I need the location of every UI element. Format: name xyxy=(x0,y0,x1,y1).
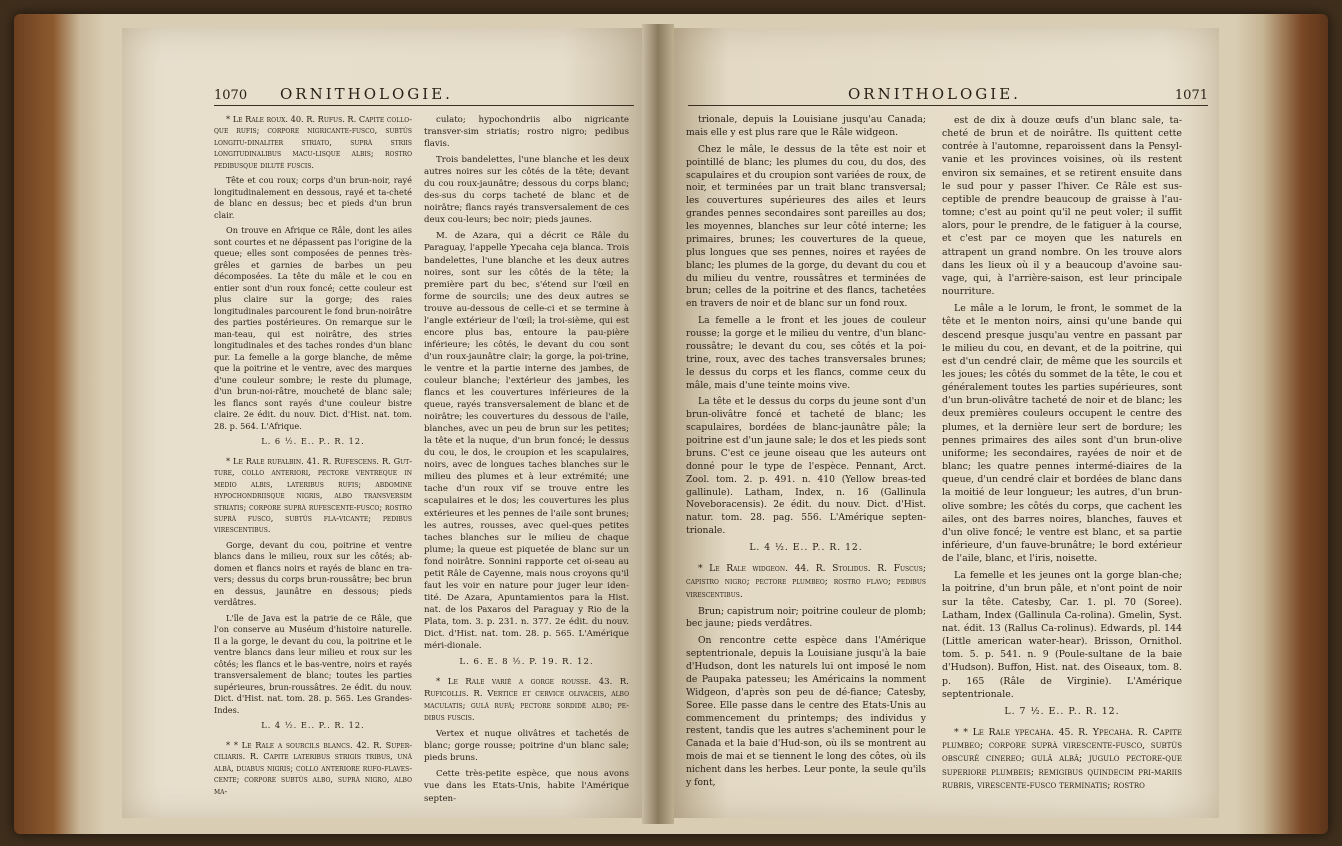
left-page xyxy=(122,28,642,818)
body-paragraph: Cette très-petite espèce, que nous avons vue dans les Etats-Unis, habite l'Amérique septen- xyxy=(424,769,629,804)
body-paragraph: Brun; capistrum noir; poitrine couleur de plomb; bec jaune; pieds verdâtres. xyxy=(686,605,926,630)
species-entry-heading: * Le Rale rufalbin. 41. R. Rufescens. R. Gut-ture, collo anteriori, pectore ventreque in medio albis, lateribus rufis; abdomine hypochondriisque nigris, albo transversim striatis; corpore suprà rufescente-fusco; rostro suprà fusco, subtùs fla-vicante; pedibus virescentibus. xyxy=(214,455,412,535)
open-book xyxy=(14,14,1328,834)
right-column-1 xyxy=(686,114,926,794)
body-paragraph: M. de Azara, qui a décrit ce Râle du Paraguay, l'appelle Ypecaha ceja blanca. Trois bandelettes, l'une blanche et les deux autres noires, sont sur les côtés de la tête; la première part du bec, s'étend sur l'œil en forme de sourcils; une des deux autres se trouve au-dessous de celle-ci et se termine à l'angle extérieur de l'œil; la troi-sième, qui est encore plus bas, entoure la pau-pière inférieure; les côtés, le devant du cou sont d'un roux-jaunâtre clair; la gorge, la poi-trine, le ventre et la partie interne des jambes, de couleur blanche; l'extérieur des jambes, les flancs et les couvertures inférieures de la queue, rayés transversalement de blanc et de noirâtre; les couvertures du dessous de l'aile, blanches, avec un peu de brun sur les petites; la tête et la nuque, d'un brun foncé; le dessus du cou, le dos, le croupion et les scapulaires, noirs, avec de longues taches blanches sur le milieu des plumes et à leur extrémité; une tache d'un roux vif se trouve entre les scapulaires et le dos; les couvertures les plus extérieures et les pennes de l'aile sont brunes; les autres, rousses, avec quel-ques petites taches blanches sur le milieu de chaque plume; la queue est piquetée de blanc sur un fond noirâtre. Sonnini rapporte cet oi-seau au petit Râle de Cayenne, mais nous croyons qu'il faut les voir en nature pour juger leur iden-tité. De Azara, Apuntamientos para la Hist. nat. de los Paxaros del Paraguay y Rio de la Plata, tom. 3. p. 231. n. 377. 2e édit. du nouv. Dict. d'Hist. nat. tom. 28. p. 565. L'Amérique méri-dionale. xyxy=(424,231,629,652)
body-paragraph: Le mâle a le lorum, le front, le sommet de la tête et le menton noirs, ainsi qu'une bande qui descend presque jusqu'au ventre en passant par le milieu du cou, en devant, et de la poitrine, qui est d'un cendré clair, de même que les sourcils et les joues; les côtés du sommet de la tête, le cou et généralement toutes les parties supérieures, sont d'un brun-olivâtre tacheté de noir et de blanc; les deux premières couleurs occupent le centre des plumes, et la dernière leur sert de bordure; les pennes primaires des ailes sont d'un brun-olive uniforme; les secondaires, rayées de noir et de blanc; les quatre pennes intermé-diaires de la queue, d'un cendré clair et bordées de blanc dans la moitié de leur longueur; les autres, d'un brun-olive sombre; les côtés du corps, que cachent les ailes, ont des barres noires, blanches, fauves et d'un olive foncé; le ventre est blanc, et sa partie inférieure, d'un fauve-brunâtre; le bord extérieur de l'aile, blanc, et l'iris, noisette. xyxy=(942,303,1182,565)
species-entry-heading: * * Le Rale a sourcils blancs. 42. R. Super-ciliaris. R. Capite lateribus strigis tribus, unâ albâ, duabus nigris; collo anteriore rufo-flaves-cente; corpore subtùs albo, suprà nigro, albo ma- xyxy=(214,739,412,796)
body-paragraph: La femelle a le front et les joues de couleur rousse; la gorge et le milieu du ventre, d'un blanc-roussâtre; le devant du cou, ses côtés et la poi-trine, roux, avec des taches transversales brunes; le dessus du corps et les flancs, comme ceux du mâle, mais d'une teinte moins vive. xyxy=(686,315,926,391)
species-entry-heading: * Le Rale widgeon. 44. R. Stolidus. R. Fuscus; capistro nigro; pectore plumbeo; rostro flavo; pedibus virescentibus. xyxy=(686,562,926,600)
left-running-title: ORNITHOLOGIE. xyxy=(280,85,453,103)
species-entry-heading: * * Le Rale ypecaha. 45. R. Ypecaha. R. Capite plumbeo; corpore suprà virescente-fusco, subtùs obscurè cinereo; gulâ albâ; jugulo pectore-que superiore plumbeis; remigibus quindecim pri-mariis rubris, virescente-fusco terminatis; rostro xyxy=(942,727,1182,791)
book-gutter xyxy=(642,24,674,824)
measurement-line: L. 4 ½. E.. P.. R. 12. xyxy=(749,542,863,553)
left-column-2 xyxy=(424,114,629,809)
header-rule xyxy=(688,105,1208,106)
species-entry-heading: * Le Rale varié a gorge rousse. 43. R. Ruficollis. R. Vertice et cervice olivaceis, albo maculatis; gulâ rufâ; pectore sordidè albo; pe-dibus fuscis. xyxy=(424,677,629,724)
right-page-number: 1071 xyxy=(1174,88,1208,103)
header-rule xyxy=(214,105,634,106)
right-running-title: ORNITHOLOGIE. xyxy=(848,85,1021,103)
body-paragraph: Chez le mâle, le dessus de la tête est noir et pointillé de blanc; les plumes du cou, du dos, des scapulaires et du croupion sont variées de roux, de noir, et terminées par un trait blanc transversal; les couvertures supérieures des ailes et leurs grandes pennes secondaires sont pareilles au dos; les moyennes, blanches sur leur côté interne; les primaires, brunes; les couvertures de la queue, plus longues que ses pennes, noires et rayées de blanc; les plumes de la gorge, du devant du cou et du milieu du ventre, roussâtres et terminées de brun; celles de la poitrine et des flancs, tachetées en travers de noir et de blanc sur un fond roux. xyxy=(686,143,926,310)
body-paragraph: La tête et le dessus du corps du jeune sont d'un brun-olivâtre foncé et tacheté de blanc; les scapulaires, bordées de blanc-jaunâtre pâle; la poitrine est d'un jaune sale; le dos et les pieds sont bruns. C'est ce jeune oiseau que les auteurs ont donné pour le type de l'espèce. Pennant, Arct. Zool. tom. 2. p. 491. n. 410 (Yellow breas-ted gallinule). Latham, Index, n. 16 (Gallinula Noveboracensis). 2e édit. du nouv. Dict. d'Hist. natur. tom. 28. pag. 556. L'Amérique septen-trionale. xyxy=(686,396,926,537)
body-paragraph: Trois bandelettes, l'une blanche et les deux autres noires sur les côtés de la tête; devant du cou roux-jaunâtre; dessous du corps blanc; des-sus du corps tacheté de blanc et de noirâtre; flancs rayés transversalement de ces deux cou-leurs; bec noir; pieds jaunes. xyxy=(424,155,629,226)
right-running-header xyxy=(688,85,1208,105)
body-paragraph: trionale, depuis la Louisiane jusqu'au Canada; mais elle y est plus rare que le Râle widgeon. xyxy=(686,114,926,138)
body-paragraph: Tête et cou roux; corps d'un brun-noir, rayé longitudinalement en dessous, rayé et ta-cheté de blanc en dessus; bec et pieds d'un brun clair. xyxy=(214,175,412,220)
body-paragraph: Gorge, devant du cou, poitrine et ventre blancs dans le milieu, roux sur les côtés; ab-domen et flancs noirs et rayés de blanc en tra-vers; dessus du corps brun-roussâtre; bec brun en dessus, jaunâtre en dessous; pieds verdâtres. xyxy=(214,539,412,608)
right-column-2 xyxy=(942,114,1182,796)
left-column-1 xyxy=(214,114,412,801)
right-page xyxy=(674,28,1219,818)
body-paragraph: On rencontre cette espèce dans l'Amérique septentrionale, depuis la Louisiane jusqu'à la baie d'Hudson, dont les naturels lui ont imposé le nom de Paupaka patesseu; les Américains la nomment Widgeon, d'après son peu de dé-fiance; Catesby, Soree. Elle passe dans le centre des Etats-Unis au commencement du printemps; des individus y restent, tandis que les autres s'acheminent pour le Canada et la baie d'Hud-son, où ils se montrent au mois de mai et se tiennent le long des côtes, où ils nichent dans les herbes. Leur ponte, la seule qu'ils y font, xyxy=(686,635,926,788)
body-paragraph: est de dix à douze œufs d'un blanc sale, ta-cheté de brun et de noirâtre. Ils quittent cette contrée à l'automne, reparoissent dans la Pensyl-vanie et les provinces voisines, où ils restent environ six semaines, et se retirent ensuite dans le sud pour y passer l'hiver. Ce Râle est sus-ceptible de prendre beaucoup de graisse à l'au-tomne; c'est au point qu'il ne peut voler; il suffit alors, pour le prendre, de le fatiguer à la course, et c'est par ce moyen que les naturels en attrapent un grand nombre. On les trouve alors dans les lieux où il y a beaucoup d'avoine sau-vage, qui, à l'arrière-saison, est leur principale nourriture. xyxy=(942,115,1182,298)
measurement-line: L. 6. E. 8 ½. P. 19. R. 12. xyxy=(459,657,594,668)
body-paragraph: La femelle et les jeunes ont la gorge blan-che; la poitrine, d'un brun pâle, et n'ont point de noir sur la tête. Catesby, Car. 1. pl. 70 (Soree). Latham, Index (Gallinula Ca-rolina). Gmelin, Syst. nat. édit. 13 (Rallus Ca-rolinus). Edwards, pl. 144 (Little american water-hear). Brisson, Ornithol. tom. 5. p. 541. n. 9 (Poule-sultane de la baie d'Hudson). Buffon, Hist. nat. des Oiseaux, tom. 8. p. 165 (Râle de Virginie). L'Amérique septentrionale. xyxy=(942,570,1182,700)
body-paragraph: culato; hypochondriis albo nigricante transver-sim striatis; rostro nigro; pedibus flavis. xyxy=(424,115,629,150)
left-page-number: 1070 xyxy=(214,88,248,103)
left-running-header xyxy=(214,85,634,105)
species-entry-heading: * Le Rale roux. 40. R. Rufus. R. Capite collo-que rufis; corpore nigricante-fusco, subtùs longitu-dinaliter striato, suprà striis longitudinalibus macu-lisque albis; rostro pedibusque dilutè fuscis. xyxy=(214,114,412,170)
measurement-line: L. 6 ½. E.. P.. R. 12. xyxy=(261,436,365,447)
measurement-line: L. 7 ½. E.. P.. R. 12. xyxy=(1004,705,1120,717)
body-paragraph: L'île de Java est la patrie de ce Râle, que l'on conserve au Muséum d'histoire naturelle. Il a la gorge, le devant du cou, la poitrine et le ventre blancs dans leur milieu et roux sur les côtés; les flancs et le bas-ventre, noirs et rayés transversalement de blanc; toutes les parties supérieures, brun-roussâtres. 2e édit. du nouv. Dict. d'Hist. nat. tom. 28. p. 565. Les Grandes-Indes. xyxy=(214,612,412,715)
measurement-line: L. 4 ½. E.. P.. R. 12. xyxy=(261,720,365,731)
body-paragraph: Vertex et nuque olivâtres et tachetés de blanc; gorge rousse; poitrine d'un blanc sale; pieds bruns. xyxy=(424,729,629,764)
body-paragraph: On trouve en Afrique ce Râle, dont les ailes sont courtes et ne dépassent pas l'origine de la queue; elles sont composées de pennes très-grêles et garnies de barbes un peu décomposées. La tête du mâle et le cou en entier sont d'un roux foncé; cette couleur est plus claire sur la gorge; des raies longitudinales parcourent le fond brun-noirâtre des parties postérieures. On remarque sur le man-teau, qui est noirâtre, des stries longitudinales et des taches rondes d'un blanc pur. La femelle a la gorge blanche, de même que la poitrine et le ventre, avec des marques d'une couleur sombre; le reste du plumage, d'un brun-noi-râtre, moucheté de blanc sale; les flancs sont rayés d'une couleur bistre claire. 2e édit. du nouv. Dict. d'Hist. nat. tom. 28. p. 564. L'Afrique. xyxy=(214,225,412,431)
